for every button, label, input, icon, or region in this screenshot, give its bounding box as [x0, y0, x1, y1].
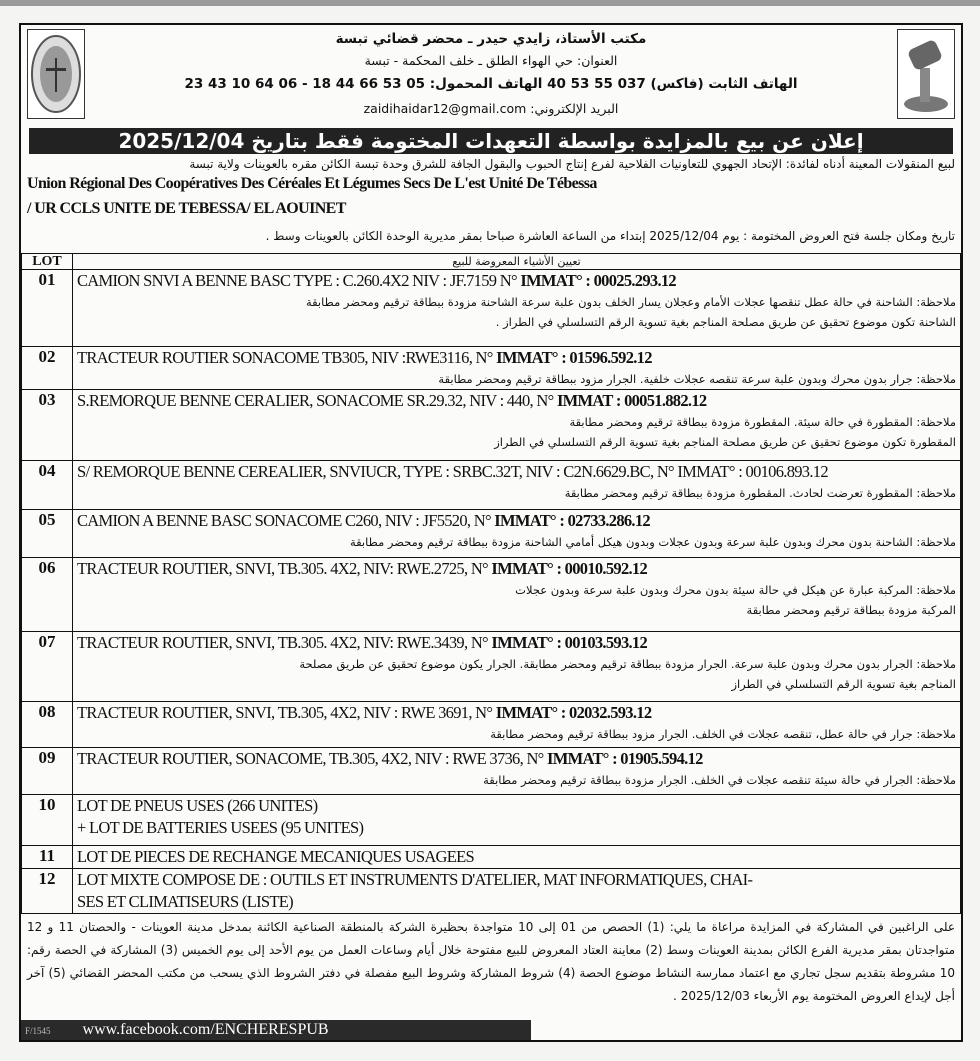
intro-french-line1: Union Régional Des Coopératives Des Céréales Et Légumes Secs De L'est Unité De Tébessa: [27, 175, 597, 192]
lot-description: [73, 748, 961, 795]
table-row: [22, 748, 961, 795]
lot-title: [77, 270, 956, 292]
lot-title: [77, 558, 956, 580]
lot-note: ملاحظة: جرار بدون محرك وبدون علبة سرعة تنقصه عجلات خلفية. الجرار مزود ببطاقة ترقيم ومحضر مطابقة: [438, 372, 956, 386]
lot-note: ملاحظة: الجرار في حالة سيئة تنقصه عجلات في الخلف. الجرار مزودة ببطاقة ترقيم ومحضر مطابقة: [483, 773, 956, 787]
lot-designation: TRACTEUR ROUTIER, SONACOME, TB.305, 4X2, NIV : RWE 3736, N°: [77, 749, 547, 768]
lot-title: [77, 510, 956, 532]
intro-french-line2: / UR CCLS UNITE DE TEBESSA/ EL AOUINET: [27, 200, 346, 217]
session-info: تاريخ ومكان جلسة فتح العروض المختومة : يوم 2025/12/04 إبتداء من الساعة العاشرة صباحا بمقر مديرية الوحدة الكائن بالعوينات وسط .: [265, 229, 955, 243]
lot-immat: IMMAT° : 00103.593.12: [491, 633, 648, 652]
lot-title-continued: + LOT DE BATTERIES USEES (95 UNITES): [77, 818, 364, 837]
lot-description: [73, 869, 961, 914]
lot-description: [73, 558, 961, 632]
lot-note: الشاحنة تكون موضوع تحقيق عن طريق مصلحة المناجم بغية تسوية الرقم التسلسلي في الطراز .: [495, 315, 956, 329]
lots-table: [21, 253, 961, 914]
lot-number: 02: [22, 347, 73, 390]
lot-note: ملاحظة: جرار في حالة عطل، تنقصه عجلات في الخلف. الجرار مزود ببطاقة ترقيم ومحضر مطابقة: [490, 727, 956, 741]
lot-title: [77, 702, 956, 724]
lot-number: 10: [22, 795, 73, 846]
lot-title: [77, 390, 956, 412]
lot-number: 07: [22, 632, 73, 702]
lot-title: [77, 846, 956, 868]
lot-immat: IMMAT : 00051.882.12: [556, 391, 707, 410]
facebook-link[interactable]: www.facebook.com/ENCHERESPUB: [82, 1021, 329, 1038]
description-header: تعيين الأشياء المعروضة للبيع: [73, 254, 961, 270]
lot-description: [73, 461, 961, 510]
lot-designation: TRACTEUR ROUTIER SONACOME TB305, NIV :RWE3116, N°: [77, 348, 497, 367]
table-header: [22, 254, 961, 270]
gavel-icon: [897, 29, 955, 119]
table-row: [22, 461, 961, 510]
lot-number: 04: [22, 461, 73, 510]
page-top-strip: [0, 0, 980, 6]
lot-number: 05: [22, 510, 73, 558]
lot-description: [73, 702, 961, 748]
lot-designation: TRACTEUR ROUTIER, SNVI, TB.305. 4X2, NIV: RWE.3439, N°: [77, 633, 492, 652]
lot-immat: IMMAT° : 02733.286.12: [494, 511, 650, 530]
lot-note: المقطورة تكون موضوع تحقيق عن طريق مصلحة المناجم بغية تسوية الرقم التسلسلي في الطراز: [494, 435, 956, 449]
lot-immat: IMMAT° : 01596.592.12: [496, 348, 652, 367]
lot-description: [73, 632, 961, 702]
table-row: [22, 390, 961, 461]
lot-title: [77, 795, 956, 817]
lot-designation: TRACTEUR ROUTIER, SNVI, TB.305, 4X2, NIV : RWE 3691, N°: [77, 703, 496, 722]
table-row: [22, 558, 961, 632]
lot-number: 08: [22, 702, 73, 748]
lot-title-continued: SES ET CLIMATISEURS (LISTE): [77, 892, 293, 911]
lot-designation: LOT MIXTE COMPOSE DE : OUTILS ET INSTRUMENTS D'ATELIER, MAT INFORMATIQUES, CHAI-: [77, 870, 753, 889]
table-row: [22, 632, 961, 702]
office-email: البريد الإلكتروني: zaidihaidar12@gmail.com: [363, 101, 619, 116]
lot-note: ملاحظة: الجرار بدون محرك وبدون علبة سرعة. الجرار مزودة ببطاقة ترقيم ومحضر مطابقة. الجرار يكون موضوع تحقيق عن طريق مصلحة: [299, 657, 956, 671]
lot-number: 12: [22, 869, 73, 914]
table-row: [22, 270, 961, 347]
lot-immat: IMMAT° : 00010.592.12: [491, 559, 648, 578]
lot-designation: CAMION SNVI A BENNE BASC TYPE : C.260.4X2 NIV : JF.7159 N°: [77, 271, 521, 290]
lot-number: 09: [22, 748, 73, 795]
lot-title: [77, 347, 956, 369]
seal-icon: [27, 29, 85, 119]
lot-description: [73, 510, 961, 558]
lot-note: ملاحظة: المقطورة تعرضت لحادث. المقطورة مزودة ببطاقة ترقيم ومحضر مطابقة: [564, 486, 956, 500]
lot-note: ملاحظة: المركبة عبارة عن هيكل في حالة سيئة بدون محرك وبدون علبة سرعة وبدون عجلات: [515, 583, 956, 597]
lot-note: المناجم بغية تسوية الرقم التسلسلي في الطراز: [731, 677, 956, 691]
lot-title: [77, 461, 956, 483]
table-row: [22, 795, 961, 846]
office-address: العنوان: حي الهواء الطلق ـ خلف المحكمة - تبسة: [364, 53, 618, 68]
lot-title: [77, 869, 956, 891]
table-row: [22, 347, 961, 390]
lot-designation: S/ REMORQUE BENNE CEREALIER, SNVIUCR, TYPE : SRBC.32T, NIV : C2N.6629.BC, N° IMMAT° : 00106.893.12: [77, 462, 828, 481]
lot-description: [73, 846, 961, 869]
ad-code: F/1545: [25, 1026, 51, 1036]
lot-number: 11: [22, 846, 73, 869]
participation-conditions: على الراغبين في المشاركة في المزايدة مراعاة ما يلي: (1) الحصص من 01 إلى 10 متواجدة بحظيرة الشركة بالمنطقة الصناعية الكائنة بمدخل مدينة العوينات - والحصتان 11 و 12 متواجدتان بمقر مديرية الفرع الكائن بمدينة العوينات وسط (2) معاينة العتاد المعروض للبيع مفتوحة خلال أيام وساعات العمل من يوم الأحد إلى يوم الخميس (3) المشاركة في الحصة رقم: 10 مشروطة بتقديم سجل تجاري مع اعتماد ممارسة النشاط موضوع الحصة (4) شروط المشاركة وشروط البيع مفصلة في دفتر الشروط الذي يسحب من مكتب المحضر القضائي (5) آخر أجل لإيداع العروض المختومة يوم الأربعاء 2025/12/03 .: [27, 920, 956, 1003]
lot-number: 06: [22, 558, 73, 632]
lot-number: 03: [22, 390, 73, 461]
header: [21, 25, 961, 127]
lot-description: [73, 390, 961, 461]
lot-number: 01: [22, 270, 73, 347]
lot-designation: TRACTEUR ROUTIER, SNVI, TB.305. 4X2, NIV: RWE.2725, N°: [77, 559, 492, 578]
lot-immat: IMMAT° : 01905.594.12: [547, 749, 703, 768]
lot-designation: LOT DE PNEUS USES (266 UNITES): [77, 796, 318, 815]
lot-note: ملاحظة: المقطورة في حالة سيئة. المقطورة مزودة ببطاقة ترقيم ومحضر مطابقة: [569, 415, 956, 429]
lot-title: [77, 748, 956, 770]
lot-note: ملاحظة: الشاحنة في حالة عطل تنقصها عجلات الأمام وعجلان يسار الخلف بدون علبة سرعة الشاحنة مزودة ببطاقة ترقيم ومحضر مطابقة: [305, 295, 956, 309]
lot-designation: LOT DE PIECES DE RECHANGE MECANIQUES USAGEES: [77, 847, 474, 866]
table-row: [22, 869, 961, 914]
lot-header: LOT: [22, 254, 73, 270]
lot-description: [73, 347, 961, 390]
lot-immat: IMMAT° : 02032.593.12: [495, 703, 652, 722]
lot-note: المركبة مزودة ببطاقة ترقيم ومحضر مطابقة: [746, 603, 956, 617]
facebook-banner: [21, 1020, 531, 1040]
table-row: [22, 846, 961, 869]
lot-designation: S.REMORQUE BENNE CERALIER, SONACOME SR.29.32, NIV : 440, N°: [77, 391, 557, 410]
office-name: مكتب الأستاذ، زايدي حيدر ـ محضر قضائي تبسة: [335, 31, 647, 47]
lot-designation: CAMION A BENNE BASC SONACOME C260, NIV : JF5520, N°: [77, 511, 495, 530]
lot-note: ملاحظة: الشاحنة بدون محرك وبدون علبة سرعة وبدون عجلات وبدون هيكل أمامي الشاحنة مزودة ببطاقة ترقيم ومحضر مطابقة: [349, 535, 956, 549]
lot-description: [73, 795, 961, 846]
announcement-title: إعلان عن بيع بالمزايدة بواسطة التعهدات المختومة فقط بتاريخ 2025/12/04: [29, 128, 953, 154]
lot-immat: IMMAT° : 00025.293.12: [520, 271, 676, 290]
table-row: [22, 702, 961, 748]
table-row: [22, 510, 961, 558]
lot-description: [73, 270, 961, 347]
lot-title: [77, 632, 956, 654]
intro-arabic: لبيع المنقولات المعينة أدناه لفائدة: الإتحاد الجهوي للتعاونيات الفلاحية لفرع إنتاج الحبوب والبقول الجافة للشرق وحدة تبسة الكائن مقره بالعوينات ولاية تبسة: [189, 157, 955, 171]
announcement: [19, 23, 963, 1042]
office-phones: الهاتف الثابت (فاكس) 037 55 53 40 الهاتف المحمول: 05 53 66 44 18 - 06 64 10 43 23: [184, 76, 798, 92]
